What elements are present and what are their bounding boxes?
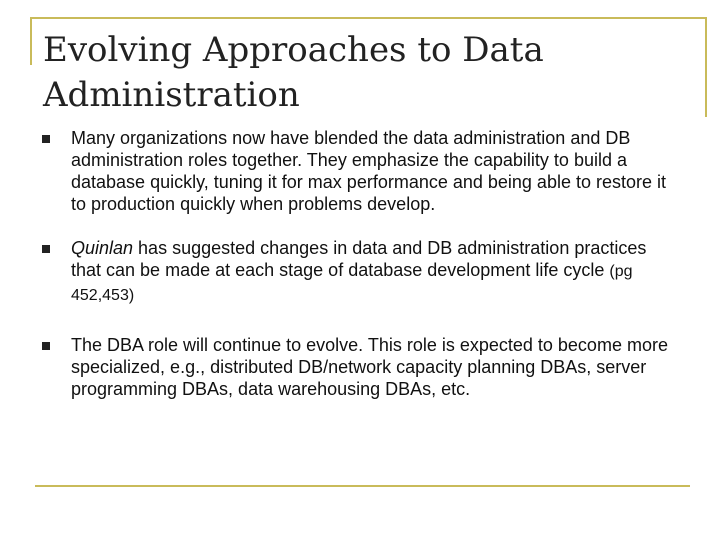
slide-title: Evolving Approaches to Data Administration [43, 30, 544, 115]
bullet-item [38, 334, 678, 400]
frame-rule-left [30, 17, 32, 65]
bullet-text: The DBA role will continue to evolve. This role is expected to become more specialized, e.g., distributed DB/network capacity planning DBAs, server programming DBAs, data warehousing DBAs, etc. [71, 335, 668, 399]
frame-rule-right [705, 17, 707, 117]
square-bullet-icon [42, 342, 50, 350]
bullet-list [38, 127, 678, 422]
bullet-item [38, 127, 678, 215]
bullet-text: has suggested changes in data and DB administration practices that can be made at each stage of database development life cycle [71, 238, 647, 280]
bullet-emphasis: Quinlan [71, 238, 134, 258]
square-bullet-icon [42, 245, 50, 253]
page-reference: (pg 452,453) [71, 263, 633, 304]
frame-rule-bottom [35, 485, 690, 487]
bullet-text: Many organizations now have blended the data administration and DB administration roles together. They emphasize the capability to build a database quickly, tuning it for max performance and being able to restore it to production quickly when problems develop. [71, 128, 667, 214]
square-bullet-icon [42, 135, 50, 143]
frame-rule-top [30, 17, 707, 19]
bullet-item [38, 237, 678, 307]
